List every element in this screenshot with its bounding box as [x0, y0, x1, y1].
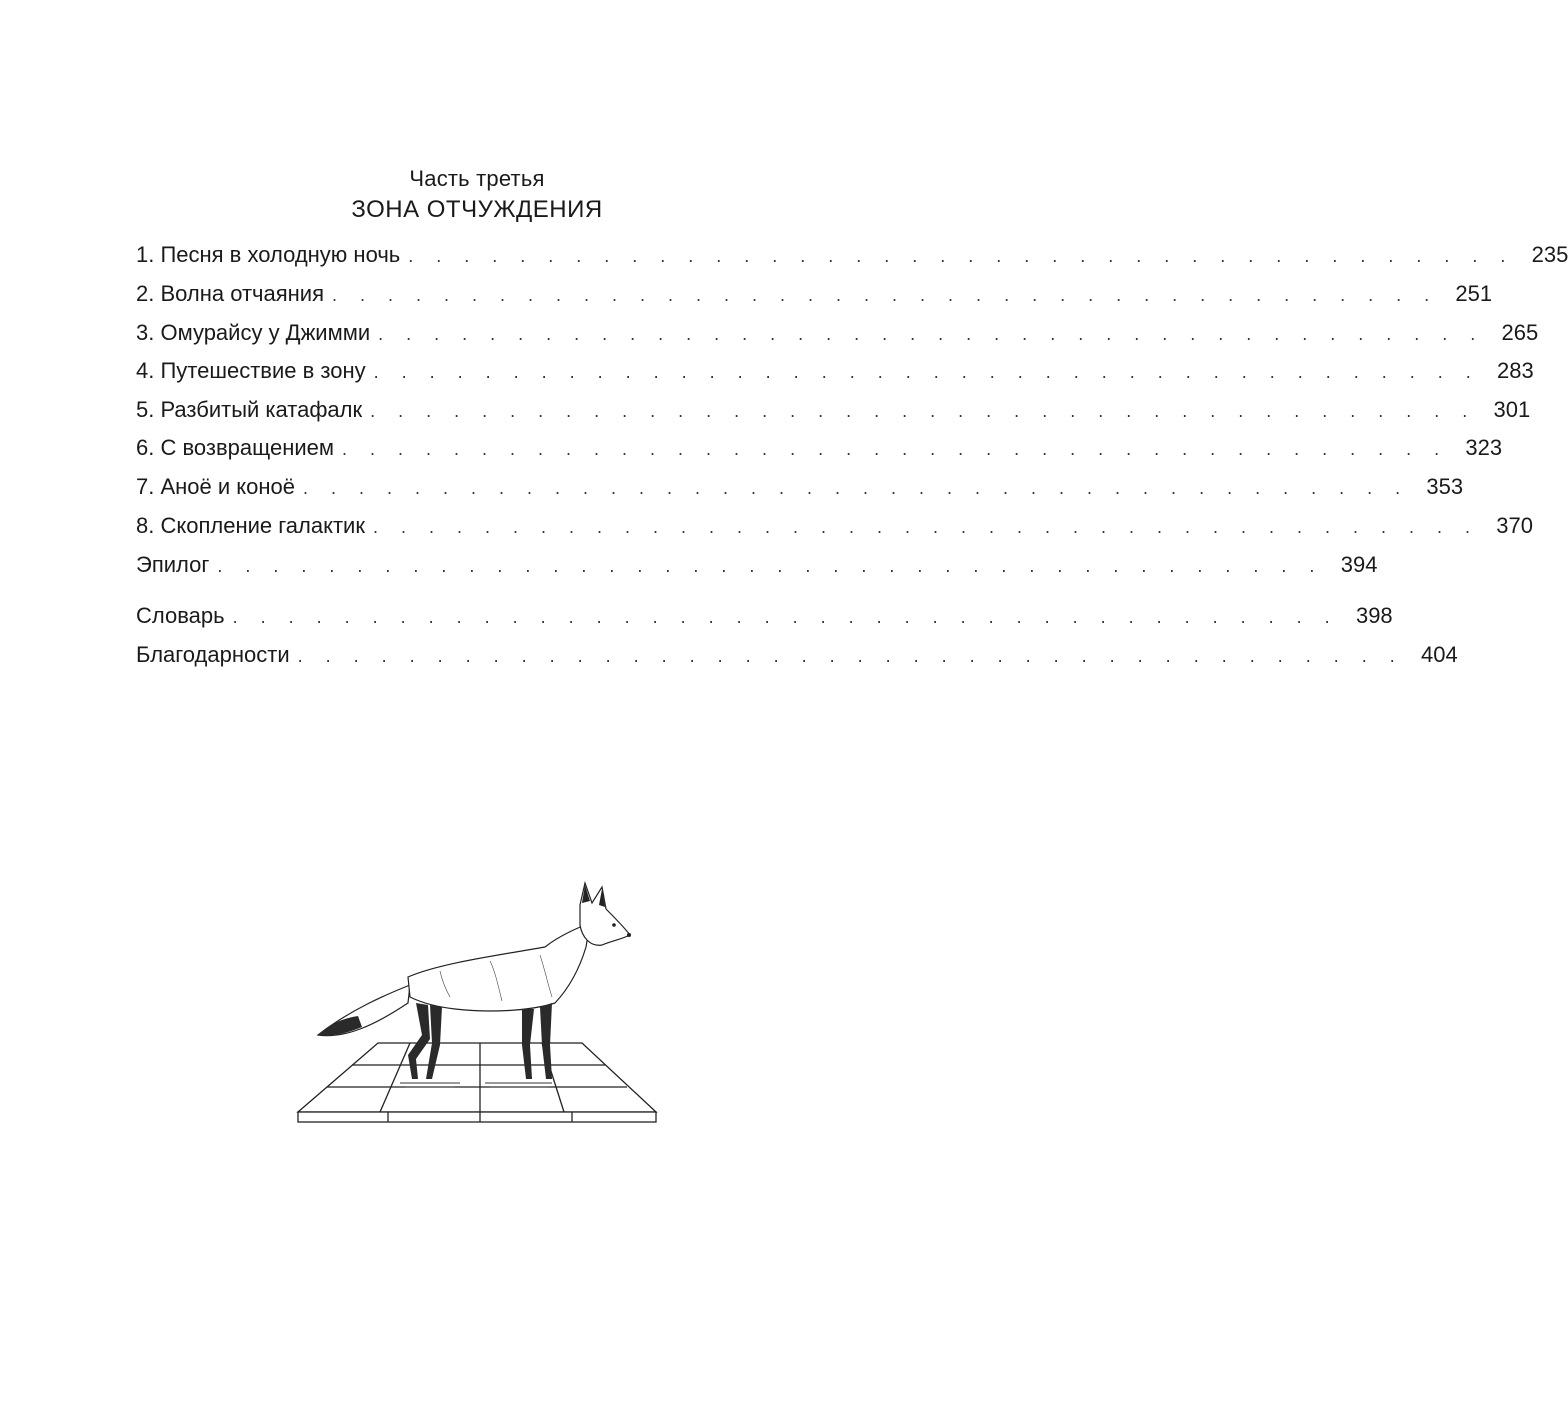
- toc-entry-page: 353: [1426, 474, 1464, 499]
- toc-entry[interactable]: [136, 472, 1464, 502]
- toc-entry-title: Благодарности: [136, 640, 298, 670]
- toc-entry-page: 323: [1465, 435, 1503, 460]
- toc-entry[interactable]: [136, 279, 1493, 309]
- toc-entry-title: 3. Омурайсу у Джимми: [136, 318, 378, 348]
- toc-entry-title: 2. Волна отчаяния: [136, 279, 332, 309]
- toc-entry-title: 1. Песня в холодную ночь: [136, 240, 408, 270]
- toc-leader-dots: . . . . . . . . . . . . . . . . . . . . . . . . . . . . . . . . . . . . . . . .: [303, 478, 1410, 498]
- toc-entry-page: 251: [1455, 281, 1493, 306]
- toc-entry[interactable]: [136, 433, 1503, 463]
- toc-entry[interactable]: [136, 240, 1568, 270]
- toc-entry-page: 404: [1420, 642, 1458, 667]
- toc-entry-page: 265: [1501, 320, 1539, 345]
- toc-entry-title: 4. Путешествие в зону: [136, 356, 374, 386]
- toc-entry-page: 394: [1340, 552, 1378, 577]
- toc-entry-title: 8. Скопление галактик: [136, 511, 373, 541]
- toc-entry-page: 370: [1496, 513, 1534, 538]
- toc-leader-dots: . . . . . . . . . . . . . . . . . . . . . . . . . . . . . . . . . . . . . . . .: [217, 556, 1324, 576]
- toc-leader-dots: . . . . . . . . . . . . . . . . . . . . . . . . . . . . . . . . . . . . . . . .: [372, 517, 1480, 537]
- toc-entry-title: 7. Аноё и коноё: [136, 472, 303, 502]
- toc-entry[interactable]: [136, 356, 1534, 386]
- part-title: ЗОНА ОТЧУЖДЕНИЯ: [351, 196, 603, 223]
- toc-entry-title: 5. Разбитый катафалк: [136, 395, 370, 425]
- toc-entry[interactable]: [136, 395, 1531, 425]
- toc-entry[interactable]: [136, 550, 1378, 580]
- toc-entry[interactable]: [136, 640, 1458, 670]
- toc-leader-dots: . . . . . . . . . . . . . . . . . . . . . . . . . . . . . . . . . . . . . . . .: [232, 607, 1339, 627]
- toc-leader-dots: . . . . . . . . . . . . . . . . . . . . . . . . . . . . . . . . . . . . . . . .: [373, 362, 1480, 382]
- toc-entry-page: 398: [1355, 603, 1393, 628]
- toc-entry-page: 301: [1493, 397, 1531, 422]
- toc-entry-title: 6. С возвращением: [136, 433, 342, 463]
- toc-leader-dots: . . . . . . . . . . . . . . . . . . . . . . . . . . . . . . . . . . . . . . . .: [297, 646, 1404, 666]
- toc-entry[interactable]: [136, 511, 1534, 541]
- toc-entry-title: Эпилог: [136, 550, 217, 580]
- toc-leader-dots: . . . . . . . . . . . . . . . . . . . . . . . . . . . . . . . . . . . . . . . .: [408, 246, 1515, 266]
- fox-on-pallet-icon: [290, 875, 670, 1135]
- fox-illustration: [290, 875, 670, 1135]
- toc-leader-dots: . . . . . . . . . . . . . . . . . . . . . . . . . . . . . . . . . . . . . . . .: [332, 285, 1439, 305]
- toc-leader-dots: . . . . . . . . . . . . . . . . . . . . . . . . . . . . . . . . . . . . . . . .: [342, 439, 1449, 459]
- toc-entry-title: Словарь: [136, 601, 233, 631]
- part-label: Часть третья: [409, 166, 545, 191]
- toc-entry[interactable]: [136, 318, 1539, 348]
- toc-entry-page: 235: [1531, 242, 1568, 267]
- toc-leader-dots: . . . . . . . . . . . . . . . . . . . . . . . . . . . . . . . . . . . . . . . .: [370, 401, 1477, 421]
- toc-leader-dots: . . . . . . . . . . . . . . . . . . . . . . . . . . . . . . . . . . . . . . . .: [378, 324, 1485, 344]
- toc-entry[interactable]: [136, 601, 1393, 631]
- toc-entry-page: 283: [1497, 358, 1534, 383]
